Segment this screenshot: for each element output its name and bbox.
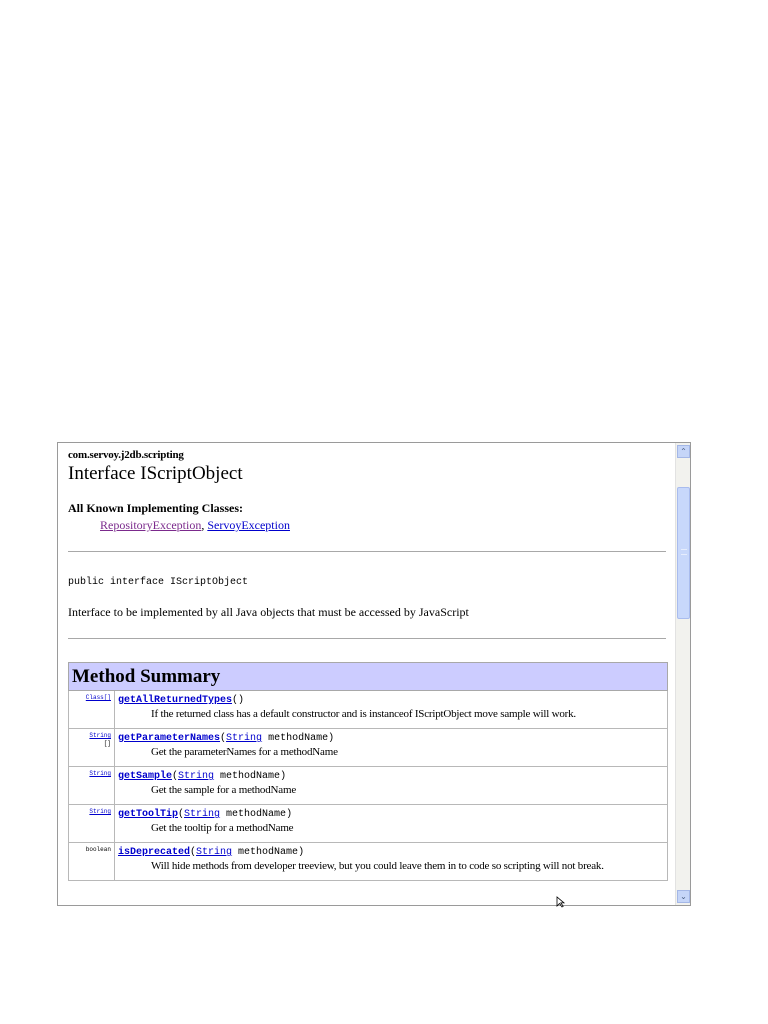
scrollbar-thumb[interactable]	[677, 487, 690, 619]
method-description: Will hide methods from developer treeview, but you could leave them in to code so scripting will not break.	[151, 860, 604, 872]
known-classes-list	[100, 518, 676, 533]
method-row	[69, 843, 668, 881]
method-name-link[interactable]: getToolTip	[118, 809, 179, 820]
return-type-link[interactable]: Class[]	[85, 694, 111, 701]
known-classes-label: All Known Implementing Classes:	[68, 501, 244, 515]
param-type-link[interactable]: String	[226, 733, 263, 744]
method-detail	[115, 843, 668, 881]
interface-title: Interface IScriptObject	[68, 463, 243, 484]
param-type-link[interactable]: String	[184, 809, 221, 820]
method-return-type	[69, 843, 115, 881]
method-signature: getAllReturnedTypes()	[118, 695, 245, 706]
method-summary-header: Method Summary	[69, 663, 668, 691]
method-return-type	[69, 805, 115, 843]
return-type-array-suffix: []	[103, 740, 111, 747]
known-classes-separator: ,	[201, 518, 208, 532]
divider-top	[68, 551, 666, 552]
method-signature: getToolTip(String methodName)	[118, 809, 293, 820]
method-name-link[interactable]: isDeprecated	[118, 847, 191, 858]
method-description: Get the parameterNames for a methodName	[151, 746, 338, 758]
method-detail	[115, 767, 668, 805]
method-signature: getParameterNames(String methodName)	[118, 733, 335, 744]
method-summary-table	[68, 662, 668, 881]
method-detail	[115, 691, 668, 729]
scrollbar-grip-icon	[681, 549, 687, 555]
method-return-type	[69, 729, 115, 767]
method-description: If the returned class has a default constructor and is instanceof IScriptObject move sample will work.	[151, 708, 576, 720]
method-return-type	[69, 767, 115, 805]
method-return-type	[69, 691, 115, 729]
method-row	[69, 767, 668, 805]
divider-bottom	[68, 638, 666, 639]
method-description: Get the tooltip for a methodName	[151, 822, 294, 834]
mouse-cursor-icon	[556, 896, 566, 908]
interface-description: Interface to be implemented by all Java objects that must be accessed by JavaScript	[68, 605, 469, 619]
return-type-link: boolean	[85, 846, 111, 853]
method-rows	[69, 691, 668, 881]
param-name: methodName	[262, 733, 329, 744]
javadoc-content	[58, 443, 676, 905]
method-detail	[115, 729, 668, 767]
method-name-link[interactable]: getAllReturnedTypes	[118, 695, 233, 706]
method-row	[69, 729, 668, 767]
method-description: Get the sample for a methodName	[151, 784, 296, 796]
method-signature: isDeprecated(String methodName)	[118, 847, 305, 858]
method-name-link[interactable]: getSample	[118, 771, 173, 782]
param-type-link[interactable]: String	[196, 847, 233, 858]
param-name: methodName	[214, 771, 281, 782]
class-link-repository-exception[interactable]: RepositoryException	[100, 518, 202, 532]
return-type-link[interactable]: String	[89, 770, 111, 777]
package-name: com.servoy.j2db.scripting	[68, 449, 184, 461]
interface-declaration: public interface IScriptObject	[68, 577, 249, 588]
scroll-up-icon[interactable]: ⌃	[677, 445, 690, 458]
method-detail	[115, 805, 668, 843]
method-name-link[interactable]: getParameterNames	[118, 733, 221, 744]
method-row	[69, 805, 668, 843]
scroll-down-icon[interactable]: ⌄	[677, 890, 690, 903]
method-signature: getSample(String methodName)	[118, 771, 287, 782]
param-name: methodName	[220, 809, 287, 820]
vertical-scrollbar[interactable]	[675, 443, 690, 905]
method-row	[69, 691, 668, 729]
return-type-link[interactable]: String	[89, 732, 111, 739]
param-name: methodName	[232, 847, 299, 858]
return-type-link[interactable]: String	[89, 808, 111, 815]
class-link-servoy-exception[interactable]: ServoyException	[207, 518, 290, 532]
javadoc-viewer-window	[57, 442, 691, 906]
param-type-link[interactable]: String	[178, 771, 215, 782]
